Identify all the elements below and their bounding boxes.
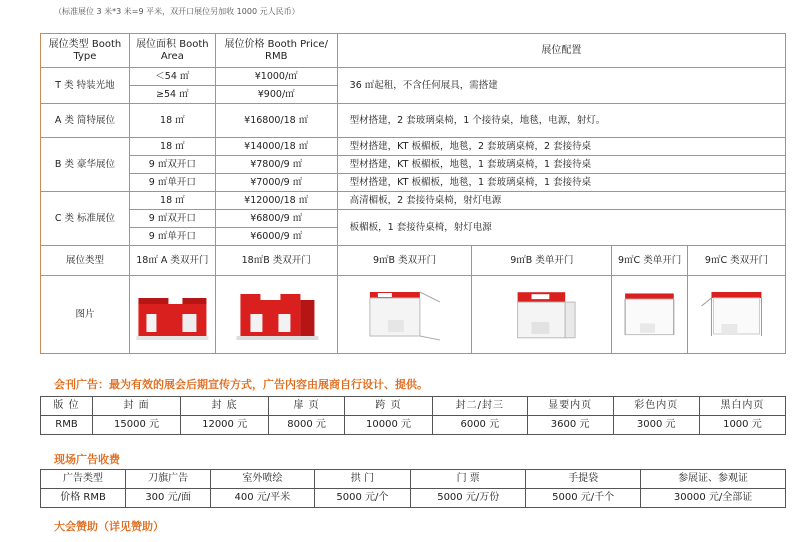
- onsite-ad-table: [40, 469, 786, 508]
- media-value: 12000 元: [181, 416, 269, 435]
- booth-image-c-single-9: [612, 276, 688, 354]
- onsite-value: 5000 元/千个: [526, 489, 641, 508]
- sponsor-title: 大会赞助（详见赞助）: [54, 520, 164, 533]
- booth-image-a-double: [129, 276, 215, 354]
- c-type-label: C 类 标准展位: [41, 192, 130, 246]
- media-header: 封二/封三: [433, 397, 528, 416]
- t-price-1: ¥1000/㎡: [215, 68, 337, 86]
- media-header: 显要内页: [527, 397, 613, 416]
- type-cell-1: 18㎡ A 类双开门: [129, 246, 215, 276]
- b-area-1: 18 ㎡: [129, 138, 215, 156]
- t-area-1: ＜54 ㎡: [129, 68, 215, 86]
- onsite-header: 刀旗广告: [126, 470, 211, 489]
- onsite-header: 广告类型: [41, 470, 126, 489]
- media-value: 10000 元: [345, 416, 433, 435]
- media-header: 彩色内页: [613, 397, 699, 416]
- b-config-2: 型材搭建，KT 板楣板，地毯，1 套玻璃桌椅，1 套接待桌: [337, 156, 785, 174]
- b-area-3: 9 ㎡单开口: [129, 174, 215, 192]
- booth-image-b-double-9: [337, 276, 472, 354]
- booth-price-table: [40, 33, 786, 354]
- media-value: 3000 元: [613, 416, 699, 435]
- c-config-2: 板楣板，1 套接待桌椅，射灯电源: [337, 210, 785, 246]
- c-price-3: ¥6000/9 ㎡: [215, 228, 337, 246]
- t-area-2: ≥54 ㎡: [129, 86, 215, 104]
- type-cell-6: 9㎡C 类双开门: [688, 246, 786, 276]
- booth-image-b-single-9: [472, 276, 612, 354]
- media-value: 3600 元: [527, 416, 613, 435]
- b-config-3: 型材搭建，KT 板楣板，地毯，1 套玻璃桌椅，1 套接待桌: [337, 174, 785, 192]
- b-type-label: B 类 豪华展位: [41, 138, 130, 192]
- onsite-value: 400 元/平米: [211, 489, 314, 508]
- t-config: 36 ㎡起租，不含任何展具，需搭建: [337, 68, 785, 104]
- media-value: 15000 元: [93, 416, 181, 435]
- media-value: 8000 元: [269, 416, 345, 435]
- onsite-header: 手提袋: [526, 470, 641, 489]
- b-config-1: 型材搭建，KT 板楣板，地毯，2 套玻璃桌椅，2 套接待桌: [337, 138, 785, 156]
- type-cell-5: 9㎡C 类单开门: [612, 246, 688, 276]
- t-type-label: T 类 特装光地: [41, 68, 130, 104]
- a-area: 18 ㎡: [129, 104, 215, 138]
- media-value: 6000 元: [433, 416, 528, 435]
- onsite-ad-title: 现场广告收费: [54, 453, 120, 466]
- booth-image-c-double-9: [688, 276, 786, 354]
- header-price: 展位价格 Booth Price/ RMB: [215, 34, 337, 68]
- c-config-1: 高清楣板，2 套接待桌椅，射灯电源: [337, 192, 785, 210]
- media-header: 封 底: [181, 397, 269, 416]
- header-type: 展位类型 Booth Type: [41, 34, 130, 68]
- type-cell-2: 18㎡B 类双开门: [215, 246, 337, 276]
- t-price-2: ¥900/㎡: [215, 86, 337, 104]
- b-area-2: 9 ㎡双开口: [129, 156, 215, 174]
- b-price-1: ¥14000/18 ㎡: [215, 138, 337, 156]
- onsite-header: 参展证、参观证: [641, 470, 786, 489]
- type-row-label: 展位类型: [41, 246, 130, 276]
- c-area-1: 18 ㎡: [129, 192, 215, 210]
- type-cell-4: 9㎡B 类单开门: [472, 246, 612, 276]
- onsite-header: 门 票: [411, 470, 526, 489]
- onsite-header: 室外喷绘: [211, 470, 314, 489]
- type-cell-3: 9㎡B 类双开门: [337, 246, 472, 276]
- media-value: 1000 元: [699, 416, 785, 435]
- media-value: RMB: [41, 416, 93, 435]
- onsite-value: 30000 元/全部证: [641, 489, 786, 508]
- header-area: 展位面积 Booth Area: [129, 34, 215, 68]
- onsite-header: 拱 门: [314, 470, 411, 489]
- booth-image-b-double-18: [215, 276, 337, 354]
- media-ad-title: 会刊广告：最为有效的展会后期宣传方式，广告内容由展商自行设计、提供。: [54, 378, 428, 391]
- b-price-2: ¥7800/9 ㎡: [215, 156, 337, 174]
- a-config: 型材搭建，2 套玻璃桌椅，1 个接待桌，地毯，电源，射灯。: [337, 104, 785, 138]
- onsite-value: 5000 元/个: [314, 489, 411, 508]
- onsite-value: 5000 元/万份: [411, 489, 526, 508]
- media-header: 版 位: [41, 397, 93, 416]
- onsite-value: 300 元/面: [126, 489, 211, 508]
- media-header: 扉 页: [269, 397, 345, 416]
- a-type-label: A 类 简特展位: [41, 104, 130, 138]
- media-header: 封 面: [93, 397, 181, 416]
- booth-note: （标准展位 3 米*3 米=9 平米，双开口展位另加收 1000 元人民币）: [54, 7, 300, 16]
- image-row-label: 图片: [41, 276, 130, 354]
- c-price-1: ¥12000/18 ㎡: [215, 192, 337, 210]
- b-price-3: ¥7000/9 ㎡: [215, 174, 337, 192]
- a-price: ¥16800/18 ㎡: [215, 104, 337, 138]
- onsite-value: 价格 RMB: [41, 489, 126, 508]
- media-ad-table: [40, 396, 786, 435]
- media-header: 黑白内页: [699, 397, 785, 416]
- header-config: 展位配置: [337, 34, 785, 68]
- c-price-2: ¥6800/9 ㎡: [215, 210, 337, 228]
- c-area-2: 9 ㎡双开口: [129, 210, 215, 228]
- c-area-3: 9 ㎡单开口: [129, 228, 215, 246]
- media-header: 跨 页: [345, 397, 433, 416]
